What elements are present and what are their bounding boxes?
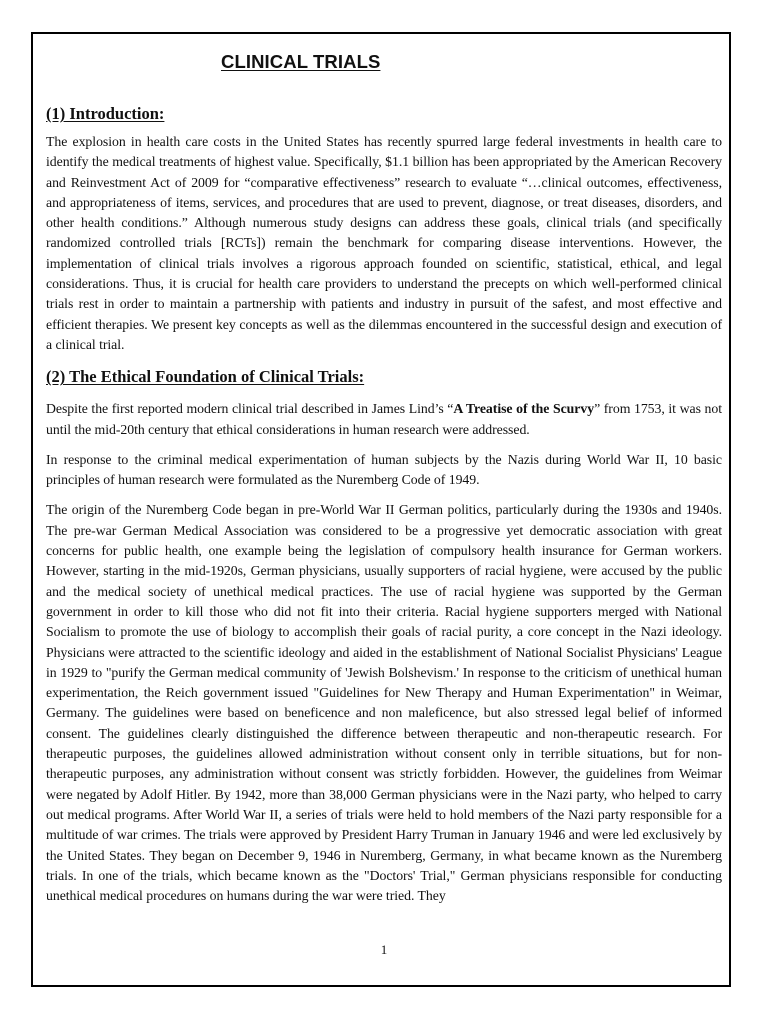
page-number: 1	[380, 942, 388, 957]
document-body	[46, 50, 722, 906]
introduction-paragraph: The explosion in health care costs in the United States has recently spurred large federal investments in health care to identify the medical treatments of highest value. Specifically, $1.1 billion has been appropriated by the American Recovery and Reinvestment Act of 2009 for “comparative effectiveness” research to evaluate “…clinical outcomes, effectiveness, and appropriateness of items, services, and procedures that are used to prevent, diagnose, or treat diseases, disorders, and other health conditions.” Although numerous study designs can address these goals, clinical trials (and specifically randomized controlled trials [RCTs]) remain the benchmark for comparing disease interventions. However, the implementation of clinical trials involves a rigorous approach founded on scientific, statistical, ethical, and legal considerations. Thus, it is crucial for health care providers to understand the precepts on which well-performed clinical trials rest in order to maintain a partnership with patients and industry in pursuit of the safest, and most effective and efficient therapies. We present key concepts as well as the dilemmas encountered in the successful design and execution of a clinical trial.	[46, 134, 722, 352]
ethics-heading: (2) The Ethical Foundation of Clinical Trials:	[46, 367, 365, 387]
ethics-p1-text-after: ” from 1753, it was not until the mid-20th century that ethical considerations in human research were addressed.	[46, 401, 722, 437]
page-title: CLINICAL TRIALS	[221, 51, 381, 72]
ethics-paragraph-3: The origin of the Nuremberg Code began in pre-World War II German politics, particularly during the 1930s and 1940s. The pre-war German Medical Association was considered to be a progressive yet democratic association with great concerns for public health, one example being the legislation of compulsory health insurance for German workers. However, starting in the mid-1920s, German physicians, usually supporters of racial hygiene, were accused by the public and the medical society of unethical medical practices. The use of racial hygiene was supported by the German government in order to kill those who did not fit into their criteria. Racial hygiene supporters merged with National Socialism to promote the use of biology to accomplish their goals of racial purity, a core concept in the Nazi ideology. Physicians were attracted to the scientific ideology and aided in the establishment of National Socialist Physicians' League in 1929 to "purify the German medical community of 'Jewish Bolshevism.' In response to the criticism of unethical human experimentation, the Reich government issued "Guidelines for New Therapy and Human Experimentation" in Weimar, Germany. The guidelines were based on beneficence and non maleficence, but also stressed legal belief of informed consent. The guidelines clearly distinguished the difference between therapeutic and non-therapeutic research. For therapeutic purposes, the guidelines allowed administration without consent only in terrible situations, but for non-therapeutic purposes, any administration without consent was strictly forbidden. However, the guidelines from Weimar were negated by Adolf Hitler. By 1942, more than 38,000 German physicians were in the Nazi party, who helped to carry out medical programs. After World War II, a series of trials were held to hold members of the Nazi party responsible for a multitude of war crimes. The trials were approved by President Harry Truman in January 1946 and were led exclusively by the United States. They began on December 9, 1946 in Nuremberg, Germany, in what became known as the Nuremberg trials. In one of the trials, which became known as the "Doctors' Trial," German physicians responsible for conducting unethical medical procedures on humans during the war were tried. They	[46, 502, 722, 904]
ethics-paragraph-1	[46, 399, 722, 440]
introduction-heading: (1) Introduction:	[46, 104, 165, 123]
treatise-title: A Treatise of the Scurvy	[453, 401, 595, 417]
ethics-paragraph-2: In response to the criminal medical experimentation of human subjects by the Nazis during World War II, 10 basic principles of human research were formulated as the Nuremberg Code of 1949.	[46, 451, 722, 488]
ethics-p1-text-before: Despite the first reported modern clinical trial described in James Lind’s “	[46, 401, 454, 417]
